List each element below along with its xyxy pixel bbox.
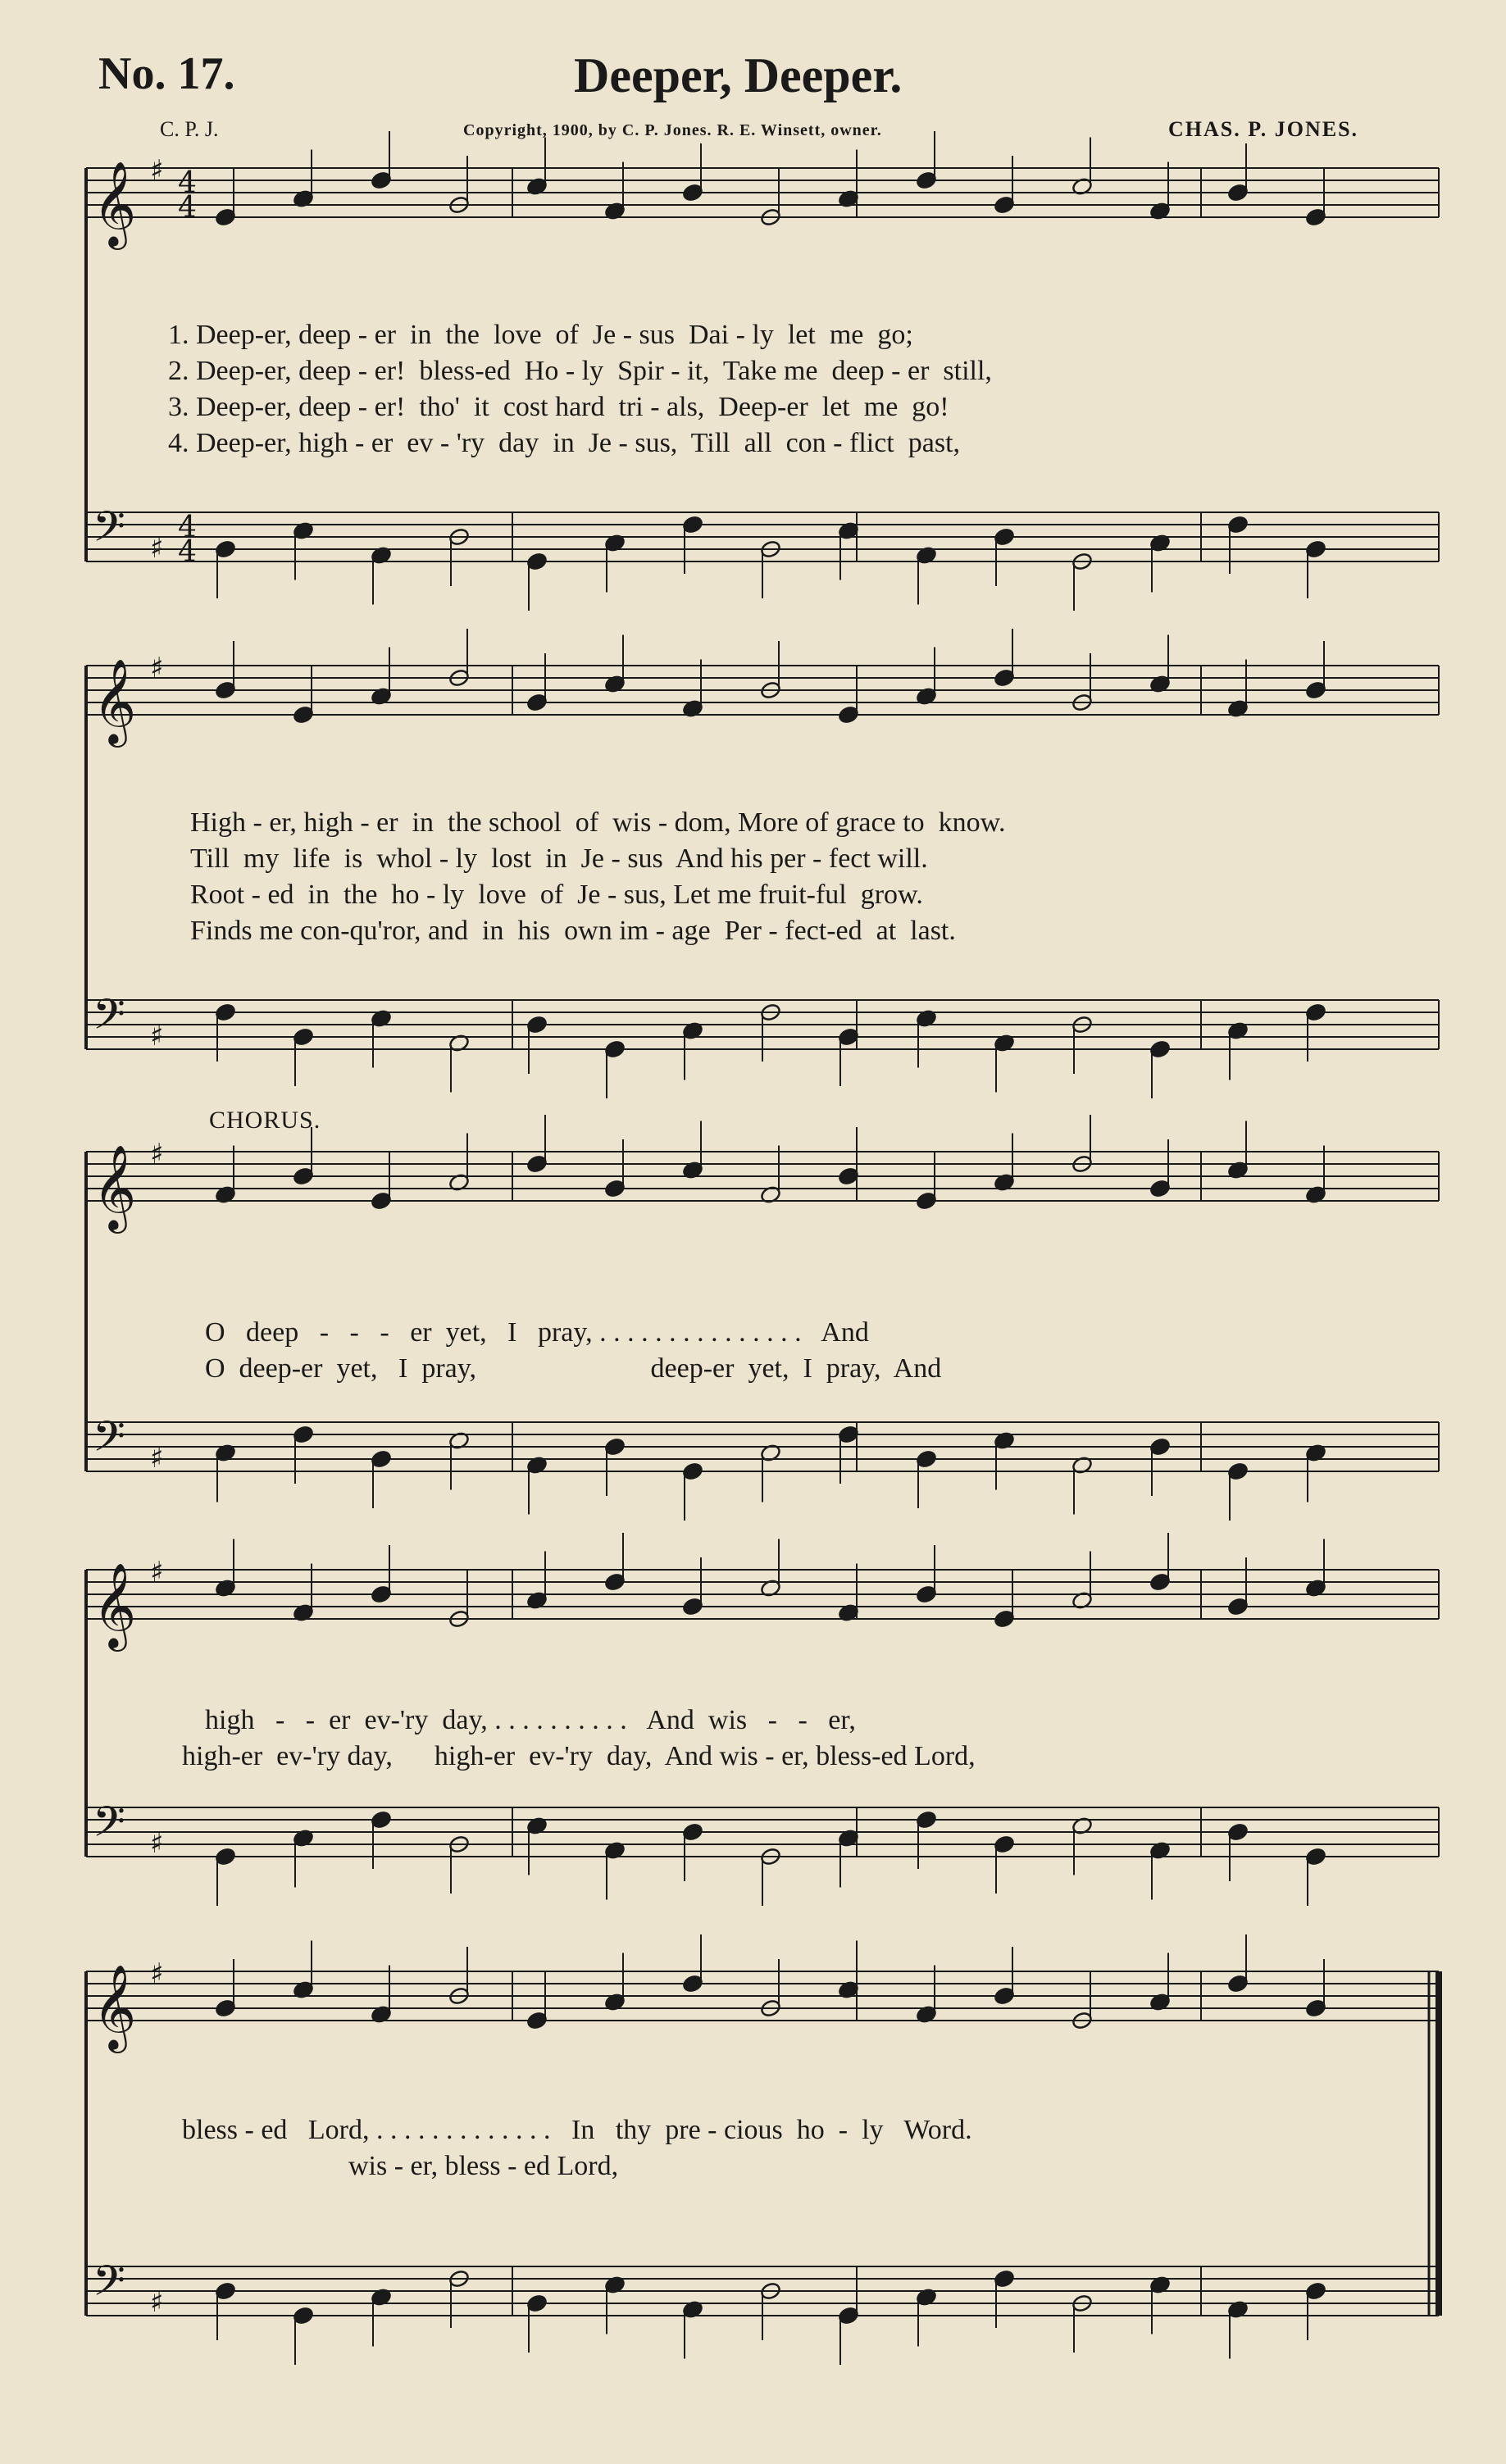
verse-line-1: 1. Deep-er, deep - er in the love of Je - sus Dai - ly let me go; bbox=[168, 320, 913, 350]
svg-text:♯: ♯ bbox=[150, 1020, 164, 1052]
hymn-title: Deeper, Deeper. bbox=[574, 48, 903, 102]
svg-text:𝄢: 𝄢 bbox=[93, 502, 125, 561]
svg-text:𝄞: 𝄞 bbox=[93, 161, 137, 247]
svg-text:𝄢: 𝄢 bbox=[93, 2256, 125, 2316]
svg-text:♯: ♯ bbox=[150, 1442, 164, 1475]
svg-text:♯: ♯ bbox=[150, 1827, 164, 1860]
chorus-line-3b: wis - er, bless - ed Lord, bbox=[348, 2151, 619, 2181]
chorus-line-1a: O deep - - - er yet, I pray, . . . . . . . . . . . . . . . And bbox=[205, 1317, 869, 1348]
chorus-line-2a: high - - er ev-'ry day, . . . . . . . . . . And wis - - er, bbox=[205, 1705, 856, 1735]
svg-text:♯: ♯ bbox=[150, 2286, 164, 2319]
svg-text:𝄢: 𝄢 bbox=[93, 1412, 125, 1471]
svg-text:♯: ♯ bbox=[150, 652, 164, 684]
svg-text:4: 4 bbox=[178, 191, 197, 225]
svg-text:𝄢: 𝄢 bbox=[93, 1797, 125, 1857]
verse-line-4: 4. Deep-er, high - er ev - 'ry day in Je - sus, Till all con - flict past, bbox=[168, 428, 961, 458]
verse2-line-3: Root - ed in the ho - ly love of Je - sus, Let me fruit-ful grow. bbox=[190, 880, 923, 910]
verse2-line-2: Till my life is whol - ly lost in Je - sus And his per - fect will. bbox=[190, 843, 928, 874]
svg-text:♯: ♯ bbox=[150, 532, 164, 565]
svg-text:♯: ♯ bbox=[150, 1138, 164, 1171]
verse2-line-1: High - er, high - er in the school of wis - dom, More of grace to know. bbox=[190, 807, 1006, 838]
verse-line-3: 3. Deep-er, deep - er! tho' it cost hard tri - als, Deep-er let me go! bbox=[168, 392, 949, 422]
chorus-line-1b: O deep-er yet, I pray, deep-er yet, I pray, And bbox=[205, 1353, 942, 1384]
svg-text:4: 4 bbox=[178, 511, 197, 544]
svg-text:𝄞: 𝄞 bbox=[93, 1964, 137, 2050]
svg-text:𝄞: 𝄞 bbox=[93, 1144, 137, 1230]
verse2-line-4: Finds me con-qu'ror, and in his own im - age Per - fect-ed at last. bbox=[190, 916, 956, 946]
chorus-line-3a: bless - ed Lord, . . . . . . . . . . . . . In thy pre - cious ho - ly Word. bbox=[182, 2115, 972, 2145]
svg-text:♯: ♯ bbox=[150, 1957, 164, 1990]
svg-text:𝄞: 𝄞 bbox=[93, 658, 137, 744]
author-name: CHAS. P. JONES. bbox=[1168, 117, 1359, 141]
copyright-notice: Copyright, 1900, by C. P. Jones. R. E. Winsett, owner. bbox=[463, 121, 882, 139]
svg-text:♯: ♯ bbox=[150, 1556, 164, 1589]
chorus-line-2b: high-er ev-'ry day, high-er ev-'ry day, And wis - er, bless-ed Lord, bbox=[182, 1741, 976, 1771]
chorus-label: CHORUS. bbox=[209, 1107, 321, 1134]
svg-text:𝄞: 𝄞 bbox=[93, 1562, 137, 1648]
composer-initials: C. P. J. bbox=[160, 117, 219, 141]
svg-text:𝄢: 𝄢 bbox=[93, 989, 125, 1049]
verse-line-2: 2. Deep-er, deep - er! bless-ed Ho - ly Spir - it, Take me deep - er still, bbox=[168, 356, 992, 386]
svg-text:4: 4 bbox=[178, 535, 197, 569]
svg-text:4: 4 bbox=[178, 166, 197, 200]
svg-text:♯: ♯ bbox=[150, 154, 164, 187]
hymn-number: No. 17. bbox=[98, 48, 235, 99]
